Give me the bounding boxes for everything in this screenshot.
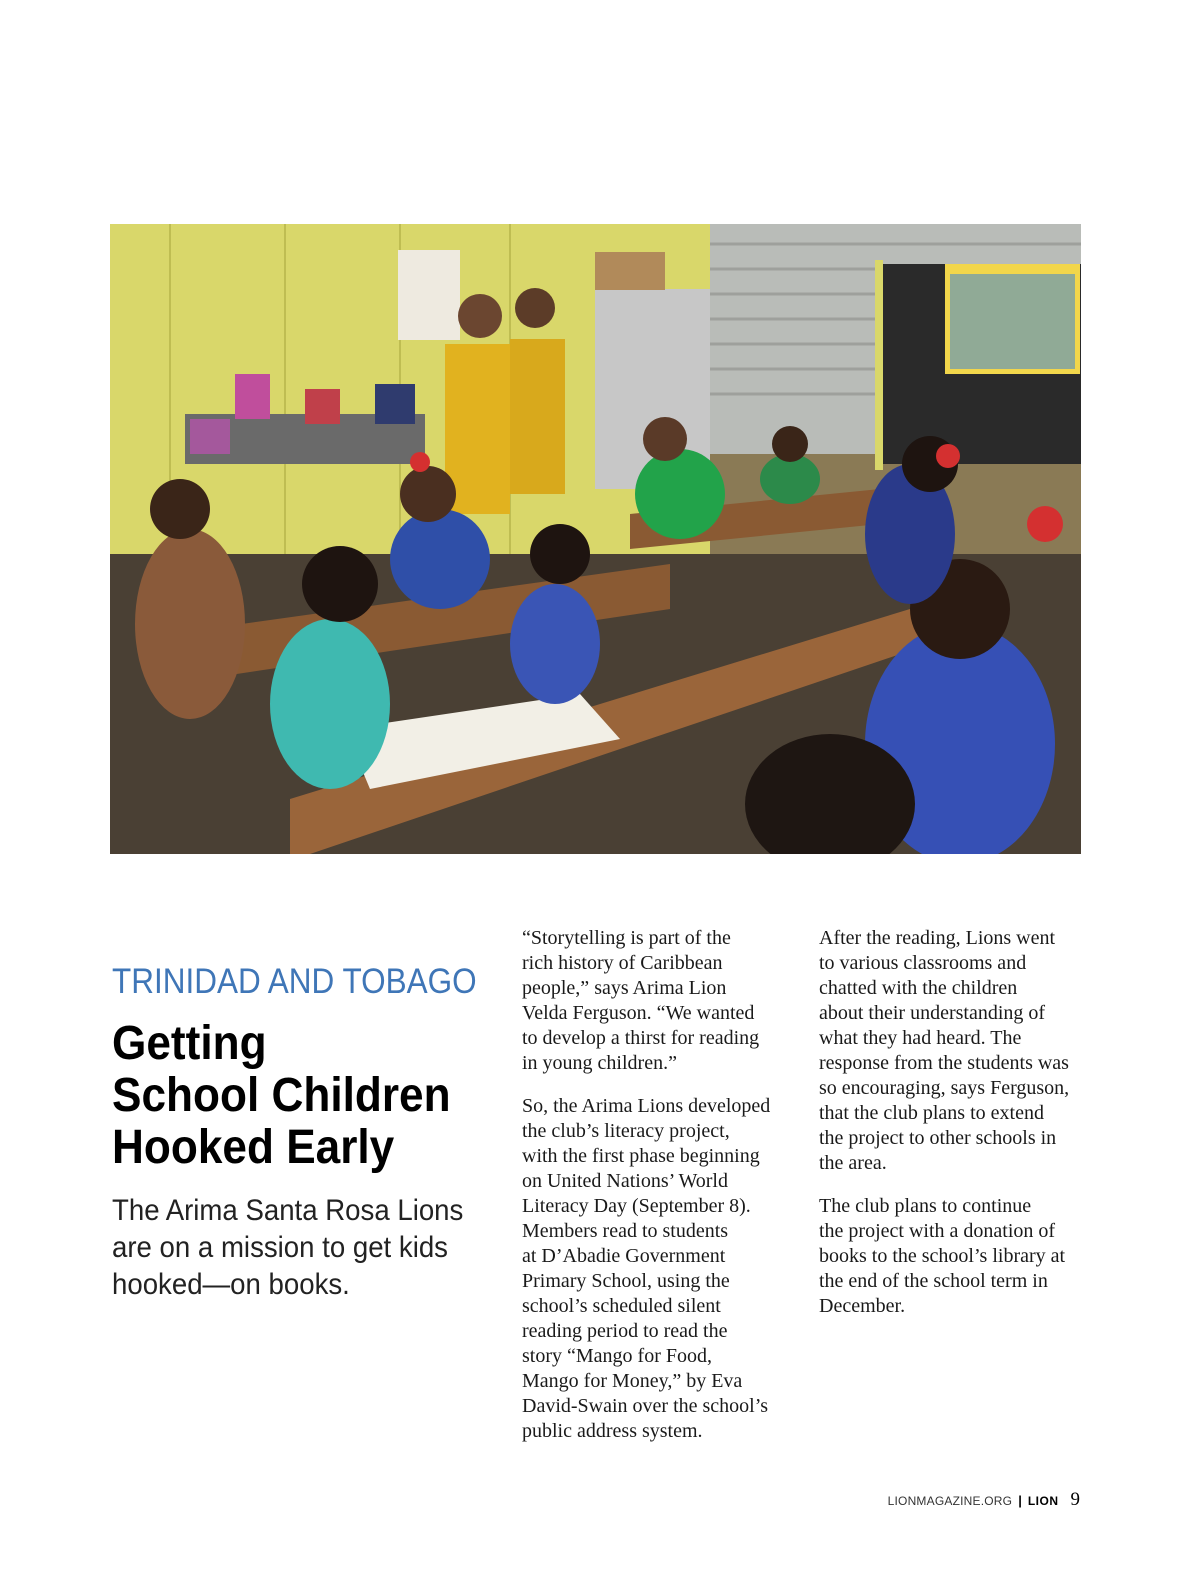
text-line: with the first phase beginning [522, 1145, 760, 1167]
text-line: to develop a thirst for reading [522, 1027, 760, 1049]
text-line: people,” says Arima Lion [522, 977, 727, 999]
deck-line: The Arima Santa Rosa Lions [112, 1194, 464, 1227]
headline-line: Hooked Early [112, 1121, 395, 1174]
text-line: public address system. [522, 1420, 703, 1442]
page-footer [888, 1489, 1080, 1511]
text-line: what they had heard. The [819, 1027, 1022, 1049]
footer-separator: | [1018, 1493, 1022, 1508]
text-line: “Storytelling is part of the [522, 927, 731, 949]
text-line: the project with a donation of [819, 1220, 1056, 1242]
text-line: Mango for Money,” by Eva [522, 1370, 743, 1392]
text-line: so encouraging, says Ferguson, [819, 1077, 1070, 1099]
text-line: that the club plans to extend [819, 1102, 1044, 1124]
paragraph [819, 1194, 1089, 1319]
text-line: Primary School, using the [522, 1270, 730, 1292]
text-line: Members read to students [522, 1220, 729, 1242]
text-line: The club plans to continue [819, 1195, 1032, 1217]
text-line: to various classrooms and [819, 952, 1027, 974]
body-column-1 [522, 926, 792, 1462]
text-line: Velda Ferguson. “We wanted [522, 1002, 755, 1024]
deck-line: hooked—on books. [112, 1268, 350, 1301]
footer-magazine-name: LION [1027, 1494, 1059, 1508]
text-line: Literacy Day (September 8). [522, 1195, 751, 1217]
footer-site-link[interactable]: LIONMAGAZINE.ORG [887, 1494, 1013, 1508]
text-line: about their understanding of [819, 1002, 1046, 1024]
paragraph [522, 926, 792, 1076]
classroom-photo [110, 224, 1081, 854]
text-line: After the reading, Lions went [819, 927, 1056, 949]
article-headline [112, 1018, 480, 1174]
section-kicker: TRINIDAD AND TOBAGO [112, 962, 477, 1001]
text-line: books to the school’s library at [819, 1245, 1066, 1267]
body-column-2 [819, 926, 1089, 1337]
text-line: at D’Abadie Government [522, 1245, 726, 1267]
text-line: response from the students was [819, 1052, 1069, 1074]
text-line: December. [819, 1295, 906, 1317]
headline-line: Getting [112, 1017, 267, 1070]
text-line: the end of the school term in [819, 1270, 1048, 1292]
paragraph [819, 926, 1089, 1176]
text-line: the project to other schools in [819, 1127, 1057, 1149]
deck-line: are on a mission to get kids [112, 1231, 448, 1264]
text-line: story “Mango for Food, [522, 1345, 712, 1367]
headline-line: School Children [112, 1069, 451, 1122]
text-line: on United Nations’ World [522, 1170, 728, 1192]
text-line: in young children.” [522, 1052, 677, 1074]
article-deck [112, 1192, 462, 1303]
paragraph [522, 1094, 792, 1444]
text-line: So, the Arima Lions developed [522, 1095, 771, 1117]
text-line: rich history of Caribbean [522, 952, 723, 974]
page-number: 9 [1070, 1489, 1080, 1510]
text-line: David-Swain over the school’s [522, 1395, 769, 1417]
text-line: chatted with the children [819, 977, 1018, 999]
text-line: the area. [819, 1152, 887, 1174]
text-line: school’s scheduled silent [522, 1295, 721, 1317]
text-line: the club’s literacy project, [522, 1120, 730, 1142]
classroom-photo-illustration [110, 224, 1081, 854]
text-line: reading period to read the [522, 1320, 728, 1342]
